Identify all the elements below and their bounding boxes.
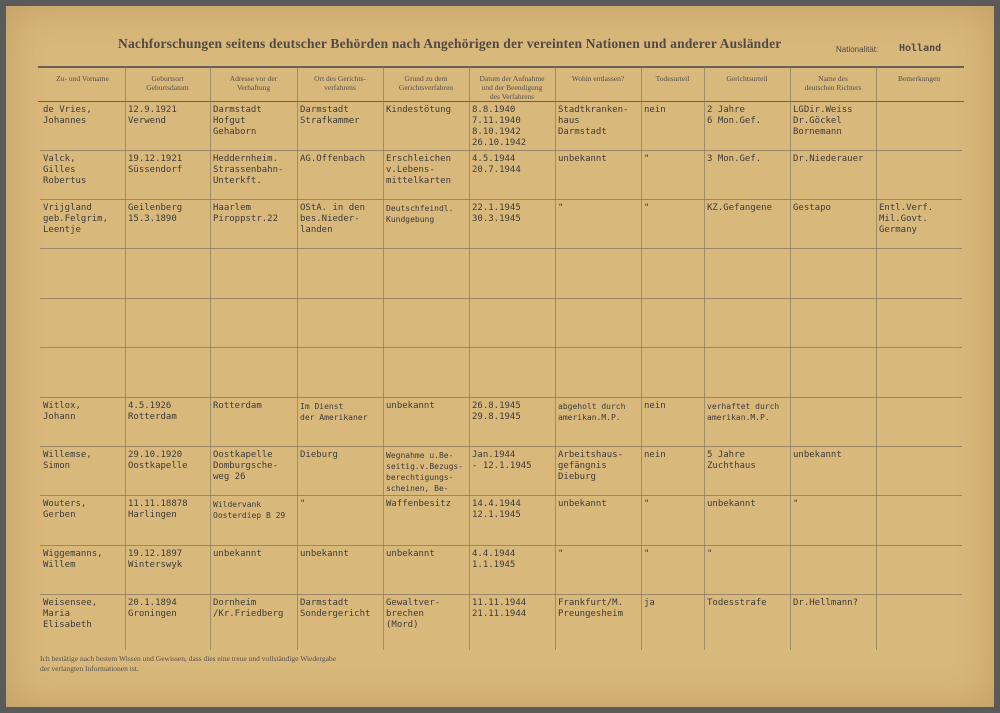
table-cell: Stadtkranken- haus Darmstadt <box>558 105 629 137</box>
table-cell: 19.12.1921 Süssendorf <box>128 154 183 175</box>
column-divider <box>641 66 642 650</box>
table-cell <box>558 351 640 397</box>
table-cell <box>879 302 961 347</box>
table-cell <box>879 499 961 545</box>
table-cell <box>128 252 209 298</box>
table-cell: " <box>644 203 650 213</box>
table-cell: AG.Offenbach <box>300 154 366 164</box>
row-divider <box>40 545 962 546</box>
table-cell: Heddernheim. Strassenbahn- Unterkft. <box>213 154 284 186</box>
table-cell <box>386 302 468 347</box>
table-cell <box>472 302 554 347</box>
table-cell: unbekannt <box>558 499 607 509</box>
table-cell <box>879 401 961 446</box>
table-cell: LGDir.Weiss Dr.Göckel Bornemann <box>793 105 853 137</box>
table-cell: 19.12.1897 Winterswyk <box>128 549 183 570</box>
table-cell: 2 Jahre 6 Mon.Gef. <box>707 105 762 126</box>
table-cell <box>213 252 296 298</box>
row-divider <box>40 594 962 595</box>
table-cell: 4.4.1944 1.1.1945 <box>472 549 516 570</box>
column-divider <box>469 66 470 650</box>
column-header: Ort des Gerichts- verfahrens <box>314 74 366 92</box>
table-cell <box>386 351 468 397</box>
table-cell: Rotterdam <box>213 401 262 411</box>
table-cell <box>128 302 209 347</box>
table-cell: unbekannt <box>386 401 435 411</box>
column-divider <box>210 66 211 650</box>
table-cell: " <box>644 154 650 164</box>
table-cell: Valck, Gilles Robertus <box>43 154 87 186</box>
row-divider <box>40 446 962 447</box>
table-cell <box>879 105 961 150</box>
table-cell: abgeholt durch amerikan.M.P. <box>558 402 626 422</box>
column-header: Datum der Aufnahme und der Beendigung des Verfahrens <box>479 74 545 101</box>
table-cell: 3 Mon.Gef. <box>707 154 762 164</box>
table-cell: Kindestötung <box>386 105 452 115</box>
confirmation-footer: Ich bestätige nach bestem Wissen und Gewissen, dass dies eine treue und vollständige Wiedergabe der verlangten Informationen ist. <box>40 654 336 673</box>
column-header: Gerichtsurteil <box>726 74 768 83</box>
table-cell <box>472 351 554 397</box>
table-cell: " <box>644 499 650 509</box>
column-header: Todesurteil <box>655 74 690 83</box>
document-title: Nachforschungen seitens deutscher Behörden nach Angehörigen der vereinten Nationen und anderer Ausländer <box>118 36 782 51</box>
column-divider <box>876 66 877 650</box>
column-divider <box>125 66 126 650</box>
table-cell: 4.5.1926 Rotterdam <box>128 401 177 422</box>
table-cell: Erschleichen v.Lebens- mittelkarten <box>386 154 452 186</box>
table-cell: 11.11.1944 21.11.1944 <box>472 598 527 619</box>
table-cell: Oostkapelle Domburgsche- weg 26 <box>213 450 279 482</box>
table-cell: unbekannt <box>558 154 607 164</box>
table-cell: Darmstadt Sondergericht <box>300 598 371 619</box>
table-cell: " <box>707 549 713 559</box>
table-cell <box>793 351 875 397</box>
table-cell: Deutschfeindl. Kundgebung <box>386 204 454 224</box>
table-cell: 4.5.1944 20.7.1944 <box>472 154 521 175</box>
table-cell: unbekannt <box>300 549 349 559</box>
table-cell: nein <box>644 401 666 411</box>
table-cell <box>43 252 124 298</box>
table-cell: KZ.Gefangene <box>707 203 773 213</box>
table-cell <box>793 549 875 594</box>
table-cell: Gestapo <box>793 203 831 213</box>
header-bottom-rule <box>38 101 964 102</box>
row-divider <box>40 298 962 299</box>
table-cell: Vrijgland geb.Felgrim, Leentje <box>43 203 109 235</box>
column-divider <box>383 66 384 650</box>
table-cell <box>879 450 961 495</box>
column-header: Adresse vor der Verhaftung <box>229 74 278 92</box>
row-divider <box>40 199 962 200</box>
row-divider <box>40 150 962 151</box>
row-divider <box>40 248 962 249</box>
nationality-value: Holland <box>899 43 942 54</box>
table-cell: Im Dienst der Amerikaner <box>300 402 368 422</box>
table-cell: Wouters, Gerben <box>43 499 87 520</box>
table-cell: Darmstadt Hofgut Gehaborn <box>213 105 262 137</box>
table-cell: Frankfurt/M. Preungesheim <box>558 598 624 619</box>
table-top-rule <box>38 66 964 68</box>
table-cell: 20.1.1894 Groningen <box>128 598 177 619</box>
row-divider <box>40 397 962 398</box>
table-cell: Geilenberg 15.3.1890 <box>128 203 183 224</box>
table-cell: 12.9.1921 Verwend <box>128 105 177 126</box>
table-cell <box>707 351 789 397</box>
table-cell: 11.11.18878 Harlingen <box>128 499 188 520</box>
table-cell: Dieburg <box>300 450 338 460</box>
column-header: Grund zu dem Gerichtsverfahren <box>398 74 454 92</box>
column-header: Wohin entlassen? <box>571 74 625 83</box>
table-cell: " <box>793 499 799 509</box>
table-cell: Arbeitshaus- gefängnis Dieburg <box>558 450 624 482</box>
table-cell: 29.10.1920 Oostkapelle <box>128 450 188 471</box>
column-header: Bemerkungen <box>897 74 941 83</box>
table-cell <box>644 351 703 397</box>
table-cell: Wegnahme u.Be- seitig.v.Bezugs- berechtigungs- scheinen, Be- <box>386 451 464 493</box>
row-divider <box>40 495 962 496</box>
table-cell <box>300 252 382 298</box>
table-cell: Witlox, Johann <box>43 401 81 422</box>
table-cell: 14.4.1944 12.1.1945 <box>472 499 521 520</box>
table-cell: " <box>558 203 564 213</box>
table-cell <box>644 252 703 298</box>
table-cell: Haarlem Piroppstr.22 <box>213 203 279 224</box>
table-cell: Todesstrafe <box>707 598 767 608</box>
table-cell <box>879 549 961 594</box>
column-divider <box>790 66 791 650</box>
table-cell <box>793 401 875 446</box>
table-cell: unbekannt <box>707 499 756 509</box>
table-cell <box>472 252 554 298</box>
table-cell <box>300 302 382 347</box>
column-header: Geburtsort Geburtsdatum <box>146 74 189 92</box>
table-cell: " <box>300 499 306 509</box>
column-header: Name des deutschen Richters <box>804 74 862 92</box>
table-cell: Entl.Verf. Mil.Govt. Germany <box>879 203 934 235</box>
table-cell: Waffenbesitz <box>386 499 452 509</box>
table-cell: Wiggemanns, Willem <box>43 549 103 570</box>
table-cell: Weisensee, Maria Elisabeth <box>43 598 98 630</box>
table-cell: ja <box>644 598 655 608</box>
table-cell: " <box>558 549 564 559</box>
table-cell: nein <box>644 105 666 115</box>
table-cell <box>707 252 789 298</box>
table-cell <box>43 351 124 397</box>
table-cell: unbekannt <box>213 549 262 559</box>
table-cell <box>43 302 124 347</box>
table-cell <box>793 302 875 347</box>
table-cell <box>213 302 296 347</box>
table-cell: de Vries, Johannes <box>43 105 92 126</box>
table-cell <box>558 302 640 347</box>
table-cell: verhaftet durch amerikan.M.P. <box>707 402 780 422</box>
table-cell <box>793 252 875 298</box>
table-cell: Dr.Hellmann? <box>793 598 859 608</box>
table-cell <box>213 351 296 397</box>
column-divider <box>555 66 556 650</box>
nationality-label: Nationalität: <box>836 45 879 54</box>
table-cell <box>128 351 209 397</box>
table-cell: 5 Jahre Zuchthaus <box>707 450 756 471</box>
column-divider <box>704 66 705 650</box>
table-cell: OStA. in den bes.Nieder- landen <box>300 203 366 235</box>
table-cell <box>879 154 961 199</box>
table-cell: " <box>644 549 650 559</box>
table-cell: Gewaltver- brechen (Mord) <box>386 598 441 630</box>
table-cell: Jan.1944 - 12.1.1945 <box>472 450 532 471</box>
table-cell <box>386 252 468 298</box>
table-cell: Darmstadt Strafkammer <box>300 105 360 126</box>
table-cell <box>879 252 961 298</box>
table-cell <box>879 351 961 397</box>
row-divider <box>40 347 962 348</box>
column-header: Zu- und Vorname <box>56 74 109 83</box>
table-cell <box>644 302 703 347</box>
table-cell: Dornheim /Kr.Friedberg <box>213 598 284 619</box>
column-divider <box>297 66 298 650</box>
table-cell: unbekannt <box>386 549 435 559</box>
table-cell <box>300 351 382 397</box>
table-cell: nein <box>644 450 666 460</box>
table-cell: unbekannt <box>793 450 842 460</box>
table-cell: 8.8.1940 7.11.1940 8.10.1942 26.10.1942 <box>472 105 527 148</box>
table-cell: Dr.Niederauer <box>793 154 864 164</box>
table-cell <box>558 252 640 298</box>
table-cell <box>879 598 961 650</box>
table-cell: Wildervank Oosterdiep B 29 <box>213 500 286 520</box>
table-cell: 26.8.1945 29.8.1945 <box>472 401 521 422</box>
table-cell: Willemse, Simon <box>43 450 92 471</box>
table-cell <box>707 302 789 347</box>
table-cell: 22.1.1945 30.3.1945 <box>472 203 521 224</box>
